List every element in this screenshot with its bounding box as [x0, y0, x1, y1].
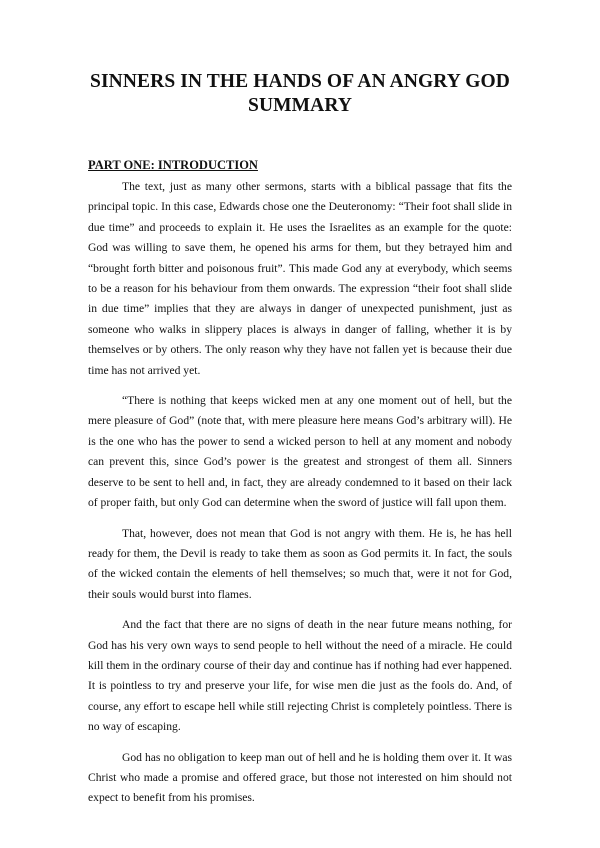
- paragraph-3: That, however, does not mean that God is not angry with them. He is, he has hell ready for them, the Devil is ready to take them as soon as God permits it. In fact, the souls of the wicked contain the elements of hell themselves; so much that, were it not for God, their souls would burst into flames.: [88, 526, 512, 601]
- title-line-2: SUMMARY: [248, 95, 352, 116]
- section-heading: PART ONE: INTRODUCTION: [88, 158, 258, 172]
- paragraph-1: The text, just as many other sermons, starts with a biblical passage that fits the principal topic. In this case, Edwards chose one the Deuteronomy: “Their foot shall slide in due time” and proceeds to explain it. He uses the Israelites as an example for the quote: God was willing to save them, he opened his arms for them, but they betrayed him and “brought forth bitter and poisonous fruit”. This made God any at everybody, which seems to be a reason for his behaviour from them onwards. The expression “their foot shall slide in due time” implies that they are always in danger of unexpected punishment, just as someone who walks in slippery places is always in danger of falling, whether it is by themselves or by others. The only reason why they have not fallen yet is because their due time has not arrived yet.: [88, 180, 512, 377]
- paragraph-4: And the fact that there are no signs of death in the near future means nothing, for God has his very own ways to send people to hell without the need of a miracle. He could kill them in the ordinary course of their day and continue has if nothing had ever happened. It is pointless to try and preserve your life, for wise men die just as the fools do. And, of course, any effort to escape hell while still rejecting Christ is completely pointless. There is no way of escaping.: [88, 618, 513, 734]
- paragraph-2: “There is nothing that keeps wicked men at any one moment out of hell, but the mere pleasure of God” (note that, with mere pleasure here means God’s arbitrary will). He is the one who has the power to send a wicked person to hell at any moment and nobody can prevent this, since God’s power is the greatest and strongest of them all. Sinners deserve to be sent to hell and, in fact, they are already condemned to it based on their lack of proper faith, but only God can determine when the sword of justice will fall upon them.: [88, 394, 512, 510]
- title-line-1: SINNERS IN THE HANDS OF AN ANGRY GOD: [90, 71, 510, 92]
- paragraph-5: God has no obligation to keep man out of hell and he is holding them over it. It was Christ who made a promise and offered grace, but those not interested on him should not expect to benefit from his promises.: [88, 750, 512, 805]
- document-title: [88, 70, 512, 118]
